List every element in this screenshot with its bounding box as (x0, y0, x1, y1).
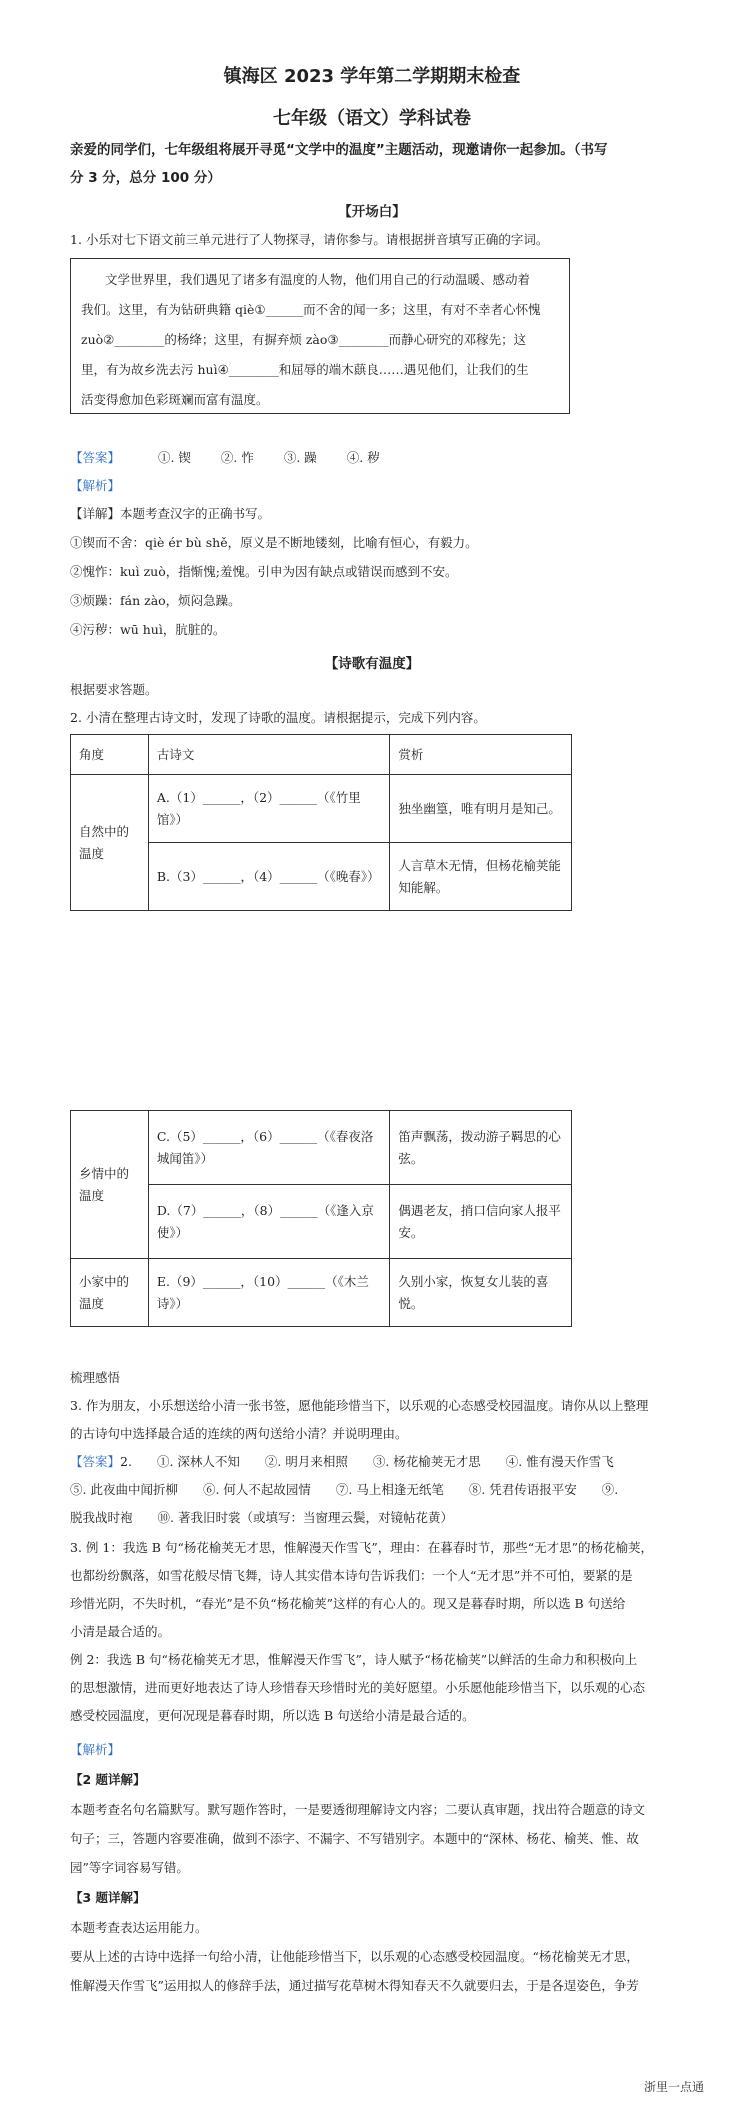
detail-2-line: 句子；三，答题内容要准确，做到不添字、不漏字、不写错别字。本题中的“深林、杨花、榆荚、惟、故 (70, 1831, 639, 1846)
question-3-line: 的古诗句中选择最合适的连续的两句送给小清？并说明理由。 (70, 1426, 408, 1441)
table-header: 赏析 (390, 735, 572, 775)
explain-line: 的思想激情，进而更好地表达了诗人珍惜春天珍惜时光的美好愿望。小乐愿他能珍惜当下，以乐观的心态 (70, 1680, 646, 1695)
passage-line: 活变得愈加色彩斑斓而富有温度。 (81, 392, 269, 407)
answer-row-2 (70, 1452, 700, 1472)
table-header: 古诗文 (148, 735, 390, 775)
poem-table-part2 (70, 1110, 572, 1327)
answer-item: ②. 怍 (220, 450, 254, 465)
footer-brand: 浙里一点通 (643, 2080, 704, 2094)
note-cell: 独坐幽篁，唯有明月是知己。 (390, 775, 572, 843)
angle-cell: 自然中的温度 (71, 775, 149, 911)
answer-item: ①. 锲 (157, 450, 191, 465)
detail-3-line: 要从上述的古诗中选择一句给小清，让他能珍惜当下，以乐观的心态感受校园温度。“杨花榆荚无才思， (70, 1949, 639, 1964)
explain-line: 感受校园温度，更何况现是暮春时期，所以选 B 句送给小清是最合适的。 (70, 1708, 475, 1723)
section-heading-opening: 【开场白】 (338, 204, 406, 220)
question-1: 1. 小乐对七下语文前三单元进行了人物探寻，请你参与。请根据拼音填写正确的字词。 (70, 232, 549, 247)
passage-line: 里，有为故乡洗去污 huì④________和屈辱的端木蕻良……遇见他们，让我们的生 (81, 362, 529, 377)
exam-title: 镇海区 2023 学年第二学期期末检查 (223, 66, 521, 87)
answer-line: ⑤. 此夜曲中闻折柳 ⑥. 何人不起故园情 ⑦. 马上相逢无纸笔 ⑧. 凭君传语报平安 ⑨. (70, 1482, 619, 1497)
detail-2-label: 【2 题详解】 (70, 1772, 146, 1787)
detail-3-line: 本题考查表达运用能力。 (70, 1920, 208, 1935)
poem-cell: B.（3）______，（4）______（《晚春》） (148, 843, 390, 911)
answer-text: 2. ①. 深林人不知 ②. 明月来相照 ③. 杨花榆荚无才思 ④. 惟有漫天作雪飞 (120, 1454, 614, 1469)
poem-cell: A.（1）______，（2）______（《竹里馆》） (148, 775, 390, 843)
detail-3-line: 惟解漫天作雪飞”运用拟人的修辞手法，通过描写花草树木得知春天不久就要归去，于是各逞姿色，争芳 (70, 1978, 639, 1993)
detail-2-line: 本题考查名句名篇默写。默写题作答时，一是要透彻理解诗文内容；二要认真审题，找出符合题意的诗文 (70, 1802, 646, 1817)
section-heading-poetry: 【诗歌有温度】 (324, 656, 420, 672)
analysis-label: 【解析】 (70, 478, 121, 493)
detail-3-label: 【3 题详解】 (70, 1890, 146, 1905)
analysis-label: 【解析】 (70, 1742, 121, 1757)
detail-line: ④污秽：wū huì，肮脏的。 (70, 622, 226, 637)
detail-line: ①锲而不舍：qiè ér bù shě，原义是不断地镂刻，比喻有恒心，有毅力。 (70, 535, 478, 550)
poem-cell: C.（5）______，（6）______（《春夜洛城闻笛》） (148, 1111, 390, 1185)
answer-item: ④. 秽 (346, 450, 380, 465)
question-2: 2. 小清在整理古诗文时，发现了诗歌的温度。请根据提示，完成下列内容。 (70, 710, 486, 725)
explain-line: 珍惜光阴，不失时机，“春光”是不负“杨花榆荚”这样的有心人的。现又是暮春时期，所以选 B 句送给 (70, 1596, 626, 1611)
detail-line: 【详解】本题考查汉字的正确书写。 (70, 506, 271, 521)
passage-line: 文学世界里，我们遇见了诸多有温度的人物，他们用自己的行动温暖、感动着 (105, 272, 531, 287)
intro-line-1: 亲爱的同学们，七年级组将展开寻觅“文学中的温度”主题活动，现邀请你一起参加。（书写 (70, 142, 608, 158)
passage-box (70, 258, 570, 414)
passage-line: zuò②________的杨绛；这里，有摒弃烦 zào③________而静心研究的邓稼先；这 (81, 332, 527, 347)
explain-line: 例 2：我选 B 句“杨花榆荚无才思，惟解漫天作雪飞”，诗人赋予“杨花榆荚”以鲜活的生命力和积极向上 (70, 1652, 638, 1667)
note-cell: 久别小家，恢复女儿装的喜悦。 (390, 1259, 572, 1327)
poem-cell: D.（7）______，（8）______（《逢入京使》） (148, 1185, 390, 1259)
answer-label: 【答案】 (70, 1454, 121, 1469)
answer-label: 【答案】 (70, 450, 121, 465)
explain-line: 小清是最合适的。 (70, 1624, 171, 1639)
subheading-reflection: 梳理感悟 (70, 1370, 121, 1385)
poem-cell: E.（9）______，（10）______（《木兰诗》） (148, 1259, 390, 1327)
poem-table-part1 (70, 734, 572, 911)
note-cell: 偶遇老友，捎口信向家人报平安。 (390, 1185, 572, 1259)
detail-line: ③烦躁：fán zào，烦闷急躁。 (70, 593, 241, 608)
instruction: 根据要求答题。 (70, 682, 158, 697)
answer-item: ③. 躁 (283, 450, 317, 465)
detail-2-line: 园”等字词容易写错。 (70, 1860, 189, 1875)
question-3-line: 3. 作为朋友，小乐想送给小清一张书签，愿他能珍惜当下，以乐观的心态感受校园温度。请你从以上整理 (70, 1398, 649, 1413)
explain-line: 也都纷纷飘落，如雪花般尽情飞舞，诗人其实借本诗句告诉我们：一个人“无才思”并不可怕，要紧的是 (70, 1568, 633, 1583)
passage-line: 我们。这里，有为钻研典籍 qiè①______而不舍的闻一多；这里，有对不幸者心怀愧 (81, 302, 541, 317)
answer-row-1 (70, 448, 700, 468)
detail-line: ②愧怍：kuì zuò，指惭愧;羞愧。引申为因有缺点或错误而感到不安。 (70, 564, 458, 579)
note-cell: 人言草木无情，但杨花榆荚能知能解。 (390, 843, 572, 911)
intro-line-2: 分 3 分，总分 100 分） (70, 170, 221, 186)
answer-line: 脱我战时袍 ⑩. 著我旧时裳（或填写：当窗理云鬓，对镜帖花黄） (70, 1510, 453, 1525)
table-header: 角度 (71, 735, 149, 775)
explain-line: 3. 例 1：我选 B 句“杨花榆荚无才思，惟解漫天作雪飞”，理由：在暮春时节，那些“无才思”的杨花榆荚， (70, 1540, 654, 1555)
note-cell: 笛声飘荡，拨动游子羁思的心弦。 (390, 1111, 572, 1185)
angle-cell: 乡情中的温度 (71, 1111, 149, 1259)
exam-subtitle: 七年级（语文）学科试卷 (273, 108, 471, 129)
angle-cell: 小家中的温度 (71, 1259, 149, 1327)
